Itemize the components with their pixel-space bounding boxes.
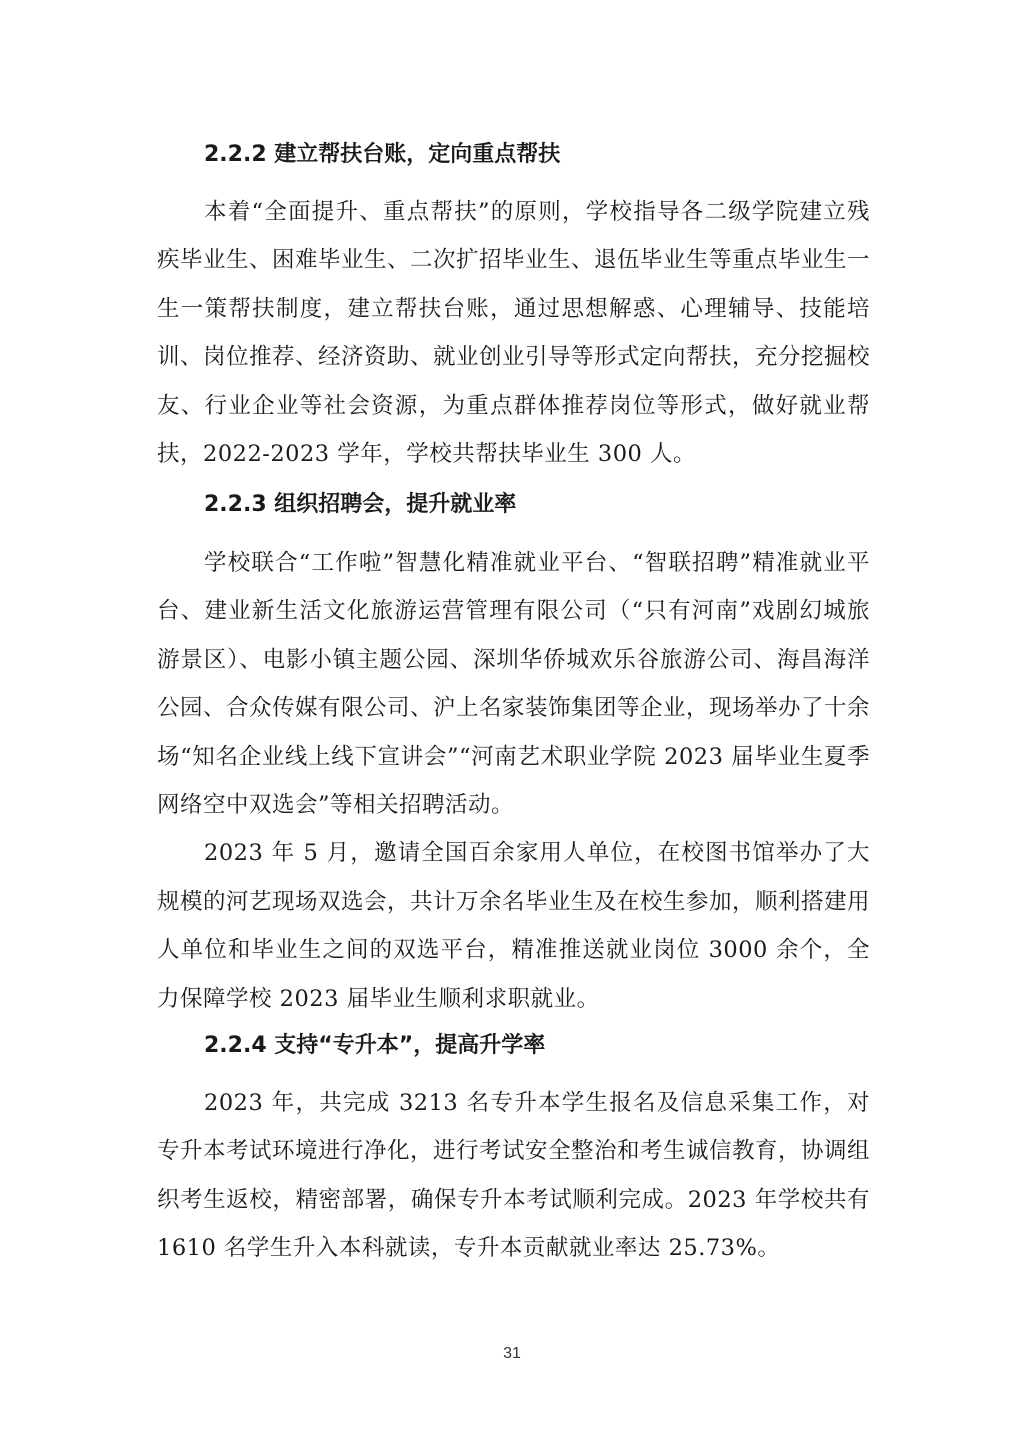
section-heading: 2.2.3 组织招聘会，提升就业率	[204, 492, 517, 517]
paragraph: 2023 年 5 月，邀请全国百余家用人单位，在校图书馆举办了大规模的河艺现场双选会，共计万余名毕业生及在校生参加，顺利搭建用人单位和毕业生之间的双选平台，精准推送就业岗位 3000 余个，全力保障学校 2023 届毕业生顺利求职就业。	[157, 840, 871, 1012]
section-heading: 2.2.4 支持“专升本”，提高升学率	[204, 1033, 546, 1058]
section-2-2-3	[157, 490, 870, 1023]
paragraph: 2023 年，共完成 3213 名专升本学生报名及信息采集工作，对专升本考试环境进行净化，进行考试安全整治和考生诚信教育，协调组织考生返校，精密部署，确保专升本考试顺利完成。2023 年学校共有 1610 名学生升入本科就读，专升本贡献就业率达 25.73%。	[157, 1090, 871, 1262]
section-heading: 2.2.2 建立帮扶台账，定向重点帮扶	[204, 142, 561, 167]
section-2-2-4	[157, 1031, 870, 1273]
paragraph: 本着“全面提升、重点帮扶”的原则，学校指导各二级学院建立残疾毕业生、困难毕业生、二次扩招毕业生、退伍毕业生等重点毕业生一生一策帮扶制度，建立帮扶台账，通过思想解惑、心理辅导、技能培训、岗位推荐、经济资助、就业创业引导等形式定向帮扶，充分挖掘校友、行业企业等社会资源，为重点群体推荐岗位等形式，做好就业帮扶，2022-2023 学年，学校共帮扶毕业生 300 人。	[157, 199, 871, 468]
page-number: 31	[503, 1345, 521, 1362]
paragraph: 学校联合“工作啦”智慧化精准就业平台、“智联招聘”精准就业平台、建业新生活文化旅游运营管理有限公司（“只有河南”戏剧幻城旅游景区）、电影小镇主题公园、深圳华侨城欢乐谷旅游公司、海昌海洋公园、合众传媒有限公司、沪上名家装饰集团等企业，现场举办了十余场“知名企业线上线下宣讲会”“河南艺术职业学院 2023 届毕业生夏季网络空中双选会”等相关招聘活动。	[157, 550, 871, 819]
section-2-2-2	[157, 140, 870, 478]
